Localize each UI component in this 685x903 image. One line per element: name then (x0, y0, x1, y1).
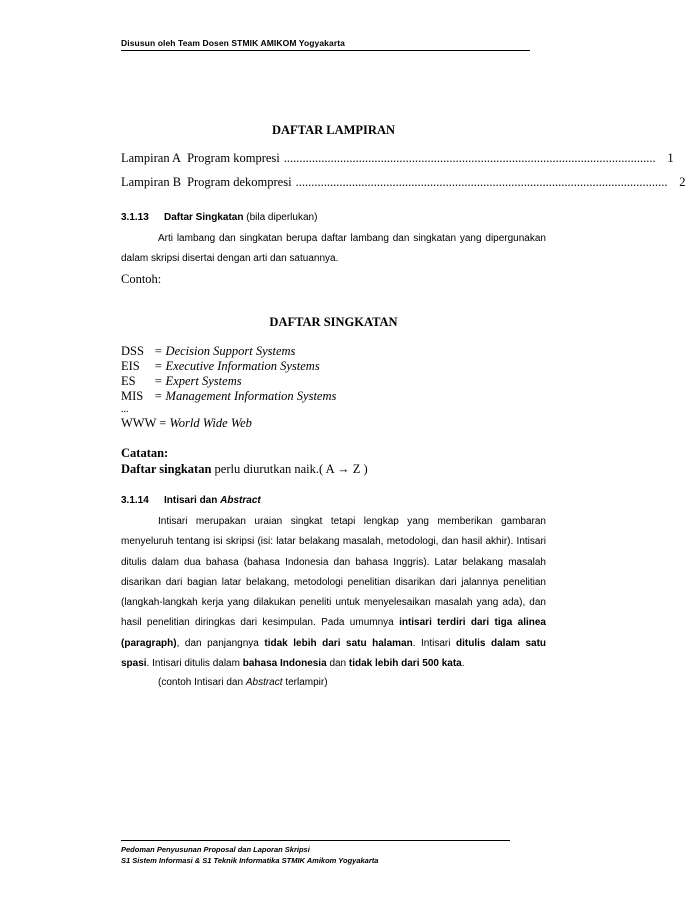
toc-leader: ....................................................................................................................... (295, 175, 668, 189)
abbreviation-item (121, 374, 242, 389)
lampiran-heading: DAFTAR LAMPIRAN (271, 123, 396, 137)
abbreviation-meaning: = Management Information Systems (154, 389, 337, 403)
singkatan-paragraph: Arti lambang dan singkatan berupa daftar lambang dan singkatan yang dipergunakan dalam skripsi disertai dengan arti dan satuannya. (121, 233, 546, 265)
footer-rule (121, 840, 510, 841)
intisari-bold: ditulis dalam satu spasi (121, 637, 547, 670)
abbreviation-item (121, 344, 295, 359)
singkatan-heading: DAFTAR SINGKATAN (269, 315, 398, 329)
intisari-text: Intisari merupakan uraian singkat tetapi lengkap yang memberikan gambaran menyeluruh tentang isi skripsi (isi: latar belakang masalah, metodologi, dan hasil akhir). Intisari ditulis dalam dua bahasa (bahasa Indonesia dan bahasa Inggris). Latar belakang masalah disarikan dari bagian latar belakang, metodologi penelitian disarikan dari jalannya penelitian (langkah-langkah kerja yang dilakukan peneliti untuk menyelesaikan masalah yang ada), dan hasil penelitian diringkas dari kesimpulan. Pada umumnya (121, 516, 546, 629)
section-heading-3-1-13 (121, 212, 317, 223)
abbreviation: EIS (121, 359, 140, 373)
intisari-example-note (158, 673, 538, 693)
abbreviation-item (121, 359, 320, 374)
intisari-text: . (461, 658, 465, 670)
toc-label: Lampiran A (121, 151, 182, 165)
section-heading-3-1-14 (121, 495, 261, 506)
intisari-bold: tidak lebih dari 500 kata (348, 658, 462, 670)
abbreviation-ellipsis: ... (121, 404, 129, 415)
contoh-label: Contoh: (121, 272, 162, 286)
abbreviation-meaning: = Expert Systems (154, 374, 242, 388)
toc-row (121, 175, 685, 190)
catatan-rest: perlu diurutkan naik.( A (214, 462, 334, 476)
abbreviation: DSS (121, 344, 144, 358)
running-header: Disusun oleh Team Dosen STMIK AMIKOM Yogyakarta (121, 38, 346, 48)
right-arrow-icon: → (337, 462, 350, 476)
toc-page: 2 (679, 175, 685, 189)
intisari-text: dan (329, 658, 347, 670)
intisari-text: . Intisari (412, 637, 451, 649)
toc-title: Program dekompresi (187, 175, 292, 189)
abbreviation: WWW = (121, 416, 167, 430)
abbreviation-meaning: = Executive Information Systems (154, 359, 320, 373)
example-text: terlampir) (285, 677, 328, 688)
example-italic: Abstract (245, 677, 283, 688)
header-rule (121, 50, 530, 51)
intisari-text: , dan panjangnya (176, 637, 259, 649)
section-title: Intisari dan (164, 495, 218, 506)
toc-page: 1 (667, 151, 674, 165)
section-title-italic: Abstract (220, 495, 261, 506)
catatan-bold: Daftar singkatan (121, 462, 212, 476)
intisari-bold: intisari terdiri dari tiga alinea (paragraph) (121, 617, 546, 649)
section-number: 3.1.14 (121, 495, 149, 506)
footer-line-2: S1 Sistem Informasi & S1 Teknik Informatika STMIK Amikom Yogyakarta (121, 856, 379, 865)
abbreviation-meaning: World Wide Web (169, 416, 252, 430)
abbreviation-item (121, 389, 336, 404)
catatan-label: Catatan: (121, 446, 169, 460)
toc-title: Program kompresi (187, 151, 280, 165)
intisari-paragraph (121, 512, 546, 674)
intisari-bold: bahasa Indonesia (242, 658, 327, 670)
catatan-text (121, 462, 368, 477)
abbreviation: MIS (121, 389, 144, 403)
section-note: (bila diperlukan) (246, 212, 318, 223)
footer-line-1: Pedoman Penyusunan Proposal dan Laporan Skripsi (121, 845, 310, 854)
section-title: Daftar Singkatan (164, 212, 244, 223)
intisari-bold: tidak lebih dari satu halaman (264, 637, 413, 649)
abbreviation-item (121, 416, 252, 431)
toc-leader: ....................................................................................................................... (283, 151, 656, 165)
abbreviation: ES (121, 374, 136, 388)
toc-label: Lampiran B (121, 175, 182, 189)
section-number: 3.1.13 (121, 212, 149, 223)
abbreviation-meaning: = Decision Support Systems (154, 344, 296, 358)
intisari-text: . Intisari ditulis dalam (146, 658, 240, 670)
catatan-end: Z ) (352, 462, 368, 476)
toc-row (121, 151, 674, 166)
example-text: (contoh Intisari dan (158, 677, 244, 688)
